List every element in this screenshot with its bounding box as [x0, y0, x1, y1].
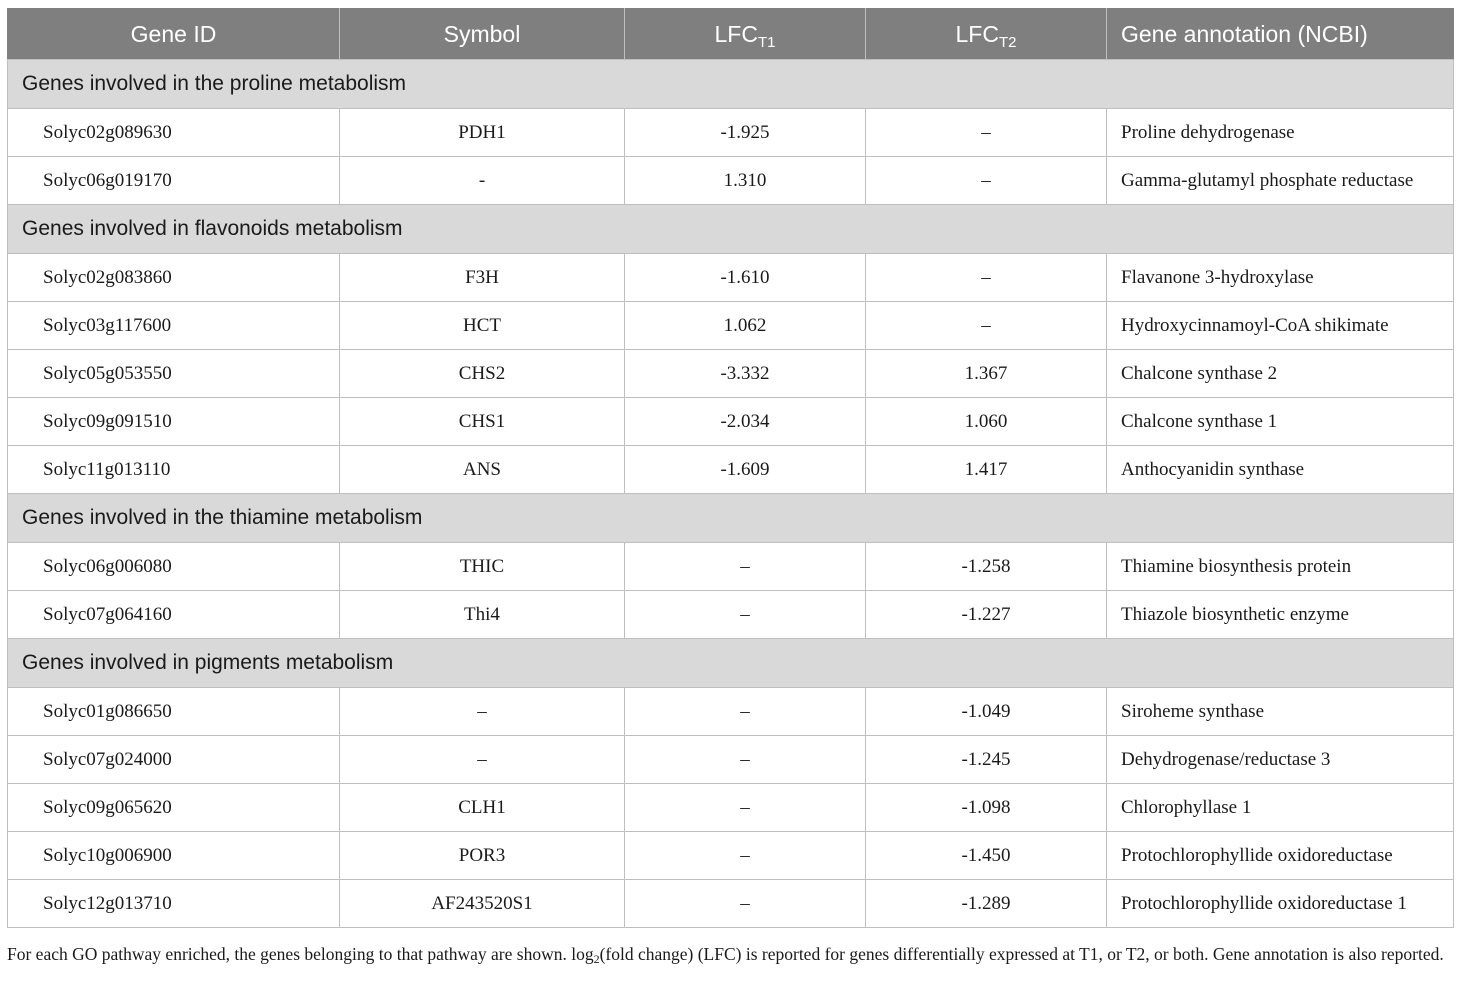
table-row	[8, 157, 1454, 205]
cell-lfc-t2: -1.289	[866, 880, 1107, 928]
section-row	[8, 639, 1454, 688]
cell-symbol: HCT	[340, 302, 625, 350]
cell-annotation: Chalcone synthase 1	[1107, 398, 1454, 446]
section-title: Genes involved in pigments metabolism	[8, 639, 1454, 688]
cell-symbol: THIC	[340, 543, 625, 591]
cell-lfc-t1: -1.925	[625, 109, 866, 157]
cell-annotation: Dehydrogenase/reductase 3	[1107, 736, 1454, 784]
header-lfc-t1-sub: T1	[757, 33, 776, 51]
table-row	[8, 784, 1454, 832]
cell-symbol: CHS2	[340, 350, 625, 398]
cell-gene-id: Solyc05g053550	[8, 350, 340, 398]
cell-annotation: Siroheme synthase	[1107, 688, 1454, 736]
cell-lfc-t2: –	[866, 109, 1107, 157]
cell-gene-id: Solyc02g083860	[8, 254, 340, 302]
cell-lfc-t1: –	[625, 784, 866, 832]
table-row	[8, 109, 1454, 157]
section-title: Genes involved in flavonoids metabolism	[8, 205, 1454, 254]
cell-lfc-t2: -1.258	[866, 543, 1107, 591]
cell-symbol: CLH1	[340, 784, 625, 832]
table-row	[8, 543, 1454, 591]
cell-gene-id: Solyc06g006080	[8, 543, 340, 591]
cell-lfc-t1: 1.310	[625, 157, 866, 205]
cell-symbol: PDH1	[340, 109, 625, 157]
cell-gene-id: Solyc01g086650	[8, 688, 340, 736]
cell-annotation: Gamma-glutamyl phosphate reductase	[1107, 157, 1454, 205]
cell-lfc-t1: –	[625, 880, 866, 928]
header-lfc-t2-sub: T2	[998, 33, 1017, 51]
section-title: Genes involved in the thiamine metabolism	[8, 494, 1454, 543]
table-row	[8, 302, 1454, 350]
cell-lfc-t2: -1.450	[866, 832, 1107, 880]
cell-lfc-t2: –	[866, 254, 1107, 302]
cell-gene-id: Solyc02g089630	[8, 109, 340, 157]
cell-gene-id: Solyc07g064160	[8, 591, 340, 639]
section-row	[8, 60, 1454, 109]
cell-lfc-t1: –	[625, 543, 866, 591]
cell-lfc-t2: 1.367	[866, 350, 1107, 398]
header-annotation: Gene annotation (NCBI)	[1107, 9, 1454, 60]
cell-lfc-t1: -1.610	[625, 254, 866, 302]
table-row	[8, 398, 1454, 446]
table-row	[8, 832, 1454, 880]
cell-lfc-t1: –	[625, 688, 866, 736]
cell-annotation: Thiamine biosynthesis protein	[1107, 543, 1454, 591]
cell-lfc-t1: –	[625, 832, 866, 880]
cell-lfc-t1: -3.332	[625, 350, 866, 398]
cell-symbol: –	[340, 736, 625, 784]
cell-lfc-t2: –	[866, 157, 1107, 205]
section-row	[8, 494, 1454, 543]
cell-annotation: Flavanone 3-hydroxylase	[1107, 254, 1454, 302]
cell-lfc-t2: -1.049	[866, 688, 1107, 736]
cell-annotation: Hydroxycinnamoyl-CoA shikimate	[1107, 302, 1454, 350]
cell-symbol: CHS1	[340, 398, 625, 446]
header-lfc-t2-base: LFC	[955, 20, 999, 47]
gene-table-container	[7, 8, 1453, 928]
header-symbol: Symbol	[340, 9, 625, 60]
footnote-text-end: (fold change) (LFC) is reported for genes differentially expressed at T1, or T2, or both. Gene annotation is also reported.	[599, 944, 1444, 964]
cell-annotation: Anthocyanidin synthase	[1107, 446, 1454, 494]
cell-symbol: AF243520S1	[340, 880, 625, 928]
cell-annotation: Chlorophyllase 1	[1107, 784, 1454, 832]
cell-lfc-t2: -1.227	[866, 591, 1107, 639]
cell-gene-id: Solyc12g013710	[8, 880, 340, 928]
cell-gene-id: Solyc10g006900	[8, 832, 340, 880]
table-row	[8, 736, 1454, 784]
cell-lfc-t2: 1.417	[866, 446, 1107, 494]
header-lfc-t2	[866, 9, 1107, 60]
cell-annotation: Protochlorophyllide oxidoreductase 1	[1107, 880, 1454, 928]
cell-gene-id: Solyc06g019170	[8, 157, 340, 205]
cell-lfc-t1: 1.062	[625, 302, 866, 350]
cell-symbol: POR3	[340, 832, 625, 880]
cell-annotation: Proline dehydrogenase	[1107, 109, 1454, 157]
cell-lfc-t2: 1.060	[866, 398, 1107, 446]
gene-table	[7, 8, 1454, 928]
header-lfc-t1-base: LFC	[714, 20, 758, 47]
table-row	[8, 591, 1454, 639]
cell-annotation: Protochlorophyllide oxidoreductase	[1107, 832, 1454, 880]
cell-lfc-t1: -1.609	[625, 446, 866, 494]
footnote-log-subscript: 2	[593, 952, 600, 966]
cell-symbol: F3H	[340, 254, 625, 302]
table-body	[8, 60, 1454, 928]
cell-symbol: Thi4	[340, 591, 625, 639]
cell-gene-id: Solyc11g013110	[8, 446, 340, 494]
table-footnote	[7, 942, 1453, 966]
cell-lfc-t1: –	[625, 591, 866, 639]
table-row	[8, 688, 1454, 736]
footnote-text-start: For each GO pathway enriched, the genes belonging to that pathway are shown. log	[7, 944, 594, 964]
cell-annotation: Thiazole biosynthetic enzyme	[1107, 591, 1454, 639]
section-title: Genes involved in the proline metabolism	[8, 60, 1454, 109]
cell-gene-id: Solyc09g065620	[8, 784, 340, 832]
cell-lfc-t1: –	[625, 736, 866, 784]
table-row	[8, 446, 1454, 494]
table-row	[8, 350, 1454, 398]
header-lfc-t1	[625, 9, 866, 60]
cell-symbol: -	[340, 157, 625, 205]
cell-lfc-t2: –	[866, 302, 1107, 350]
cell-gene-id: Solyc03g117600	[8, 302, 340, 350]
header-gene-id: Gene ID	[8, 9, 340, 60]
section-row	[8, 205, 1454, 254]
cell-lfc-t1: -2.034	[625, 398, 866, 446]
cell-gene-id: Solyc09g091510	[8, 398, 340, 446]
cell-symbol: –	[340, 688, 625, 736]
cell-symbol: ANS	[340, 446, 625, 494]
cell-annotation: Chalcone synthase 2	[1107, 350, 1454, 398]
cell-lfc-t2: -1.098	[866, 784, 1107, 832]
header-row	[8, 9, 1454, 60]
table-row	[8, 254, 1454, 302]
table-row	[8, 880, 1454, 928]
cell-lfc-t2: -1.245	[866, 736, 1107, 784]
cell-gene-id: Solyc07g024000	[8, 736, 340, 784]
